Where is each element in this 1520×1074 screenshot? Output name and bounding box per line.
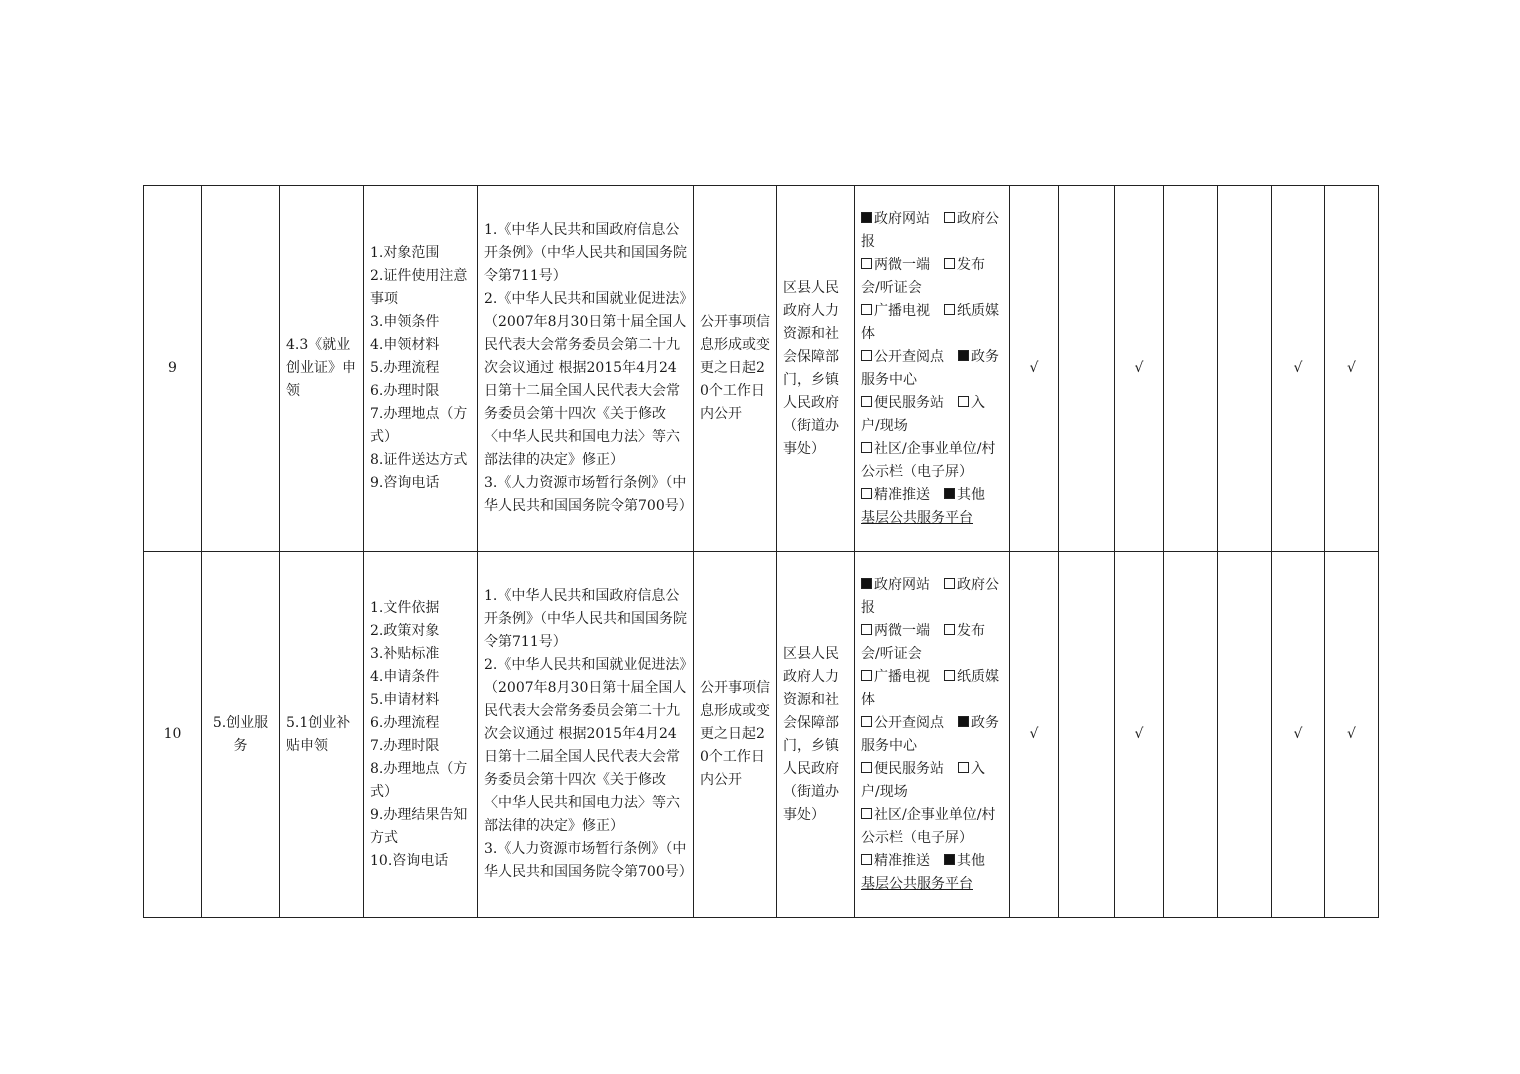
content-cell	[364, 552, 478, 918]
checkbox-icon	[944, 212, 955, 223]
channel-gov-website	[861, 211, 930, 227]
channel-label: 精准推送	[874, 852, 930, 869]
content-line: 6.办理流程	[370, 714, 440, 731]
channel-label: 广播电视	[874, 302, 930, 319]
check-cell	[1164, 552, 1218, 918]
channel-label: 两微一端	[874, 256, 930, 273]
category-text: 5.创业服务	[212, 714, 269, 754]
check-cell	[1059, 552, 1115, 918]
check-cell	[1272, 552, 1325, 918]
check-mark: √	[1293, 360, 1303, 376]
table-row	[144, 552, 1379, 918]
basis-line: 3.《人力资源市场暂行条例》（中华人民共和国国务院令第700号）	[484, 475, 693, 514]
content-line: 10.咨询电话	[370, 852, 449, 869]
channel-gov-website	[861, 577, 930, 593]
checkbox-icon	[861, 624, 872, 635]
checkbox-icon	[944, 854, 955, 865]
channel-label: 两微一端	[874, 622, 930, 639]
basis-line: 2.《中华人民共和国就业促进法》（2007年8月30日第十届全国人民代表大会常务委员会第二十九次会议通过 根据2015年4月24日第十二届全国人民代表大会常务委员会第十四次《关于修改〈中华人民共和国电力法〉等六部法律的决定》修正）	[484, 291, 687, 468]
checkbox-icon	[861, 258, 872, 269]
item-text: 5.1创业补贴申领	[286, 714, 351, 754]
checkbox-icon	[861, 578, 872, 589]
checkbox-icon	[944, 578, 955, 589]
checkbox-icon	[944, 258, 955, 269]
content-line: 8.办理地点（方式）	[370, 760, 468, 800]
channel-label: 精准推送	[874, 486, 930, 503]
channel-convenience	[861, 761, 944, 777]
channel-other-value: 基层公共服务平台	[861, 875, 973, 892]
row-number-text: 9	[168, 360, 177, 376]
content-line: 2.政策对象	[370, 622, 440, 639]
check-cell	[1010, 186, 1059, 552]
timeframe-text: 公开事项信息形成或变更之日起20个工作日内公开	[700, 314, 770, 422]
channel-other	[944, 853, 985, 869]
content-line: 3.补贴标准	[370, 645, 440, 662]
channel-label: 便民服务站	[874, 394, 944, 411]
channel-label: 便民服务站	[874, 760, 944, 777]
checkbox-icon	[944, 304, 955, 315]
basis-line: 3.《人力资源市场暂行条例》（中华人民共和国国务院令第700号）	[484, 841, 693, 880]
content-line: 2.证件使用注意事项	[370, 268, 468, 307]
channel-label: 政府网站	[874, 576, 930, 593]
disclosure-table	[143, 185, 1379, 918]
channel-label: 公开查阅点	[874, 714, 944, 731]
channel-convenience	[861, 395, 944, 411]
checkbox-icon	[958, 716, 969, 727]
channel-label: 入户/现场	[861, 394, 985, 434]
channel-precise	[861, 487, 930, 503]
channel-label: 社区/企事业单位/村公示栏（电子屏）	[861, 440, 996, 480]
timeframe-text: 公开事项信息形成或变更之日起20个工作日内公开	[700, 680, 770, 788]
channels-cell	[855, 186, 1010, 552]
basis-cell	[478, 552, 694, 918]
check-cell	[1325, 186, 1379, 552]
subject-cell	[777, 186, 855, 552]
table-row	[144, 186, 1379, 552]
checkbox-icon	[958, 396, 969, 407]
checkbox-icon	[861, 396, 872, 407]
checkbox-icon	[861, 762, 872, 773]
check-mark: √	[1134, 360, 1144, 376]
checkbox-icon	[861, 670, 872, 681]
channel-label: 广播电视	[874, 668, 930, 685]
channel-broadcast	[861, 669, 930, 685]
checkbox-icon	[958, 762, 969, 773]
row-number-text: 10	[163, 726, 182, 742]
check-cell	[1218, 552, 1272, 918]
channels-cell	[855, 552, 1010, 918]
channel-label: 发布会/听证会	[861, 622, 985, 662]
check-mark: √	[1029, 360, 1039, 376]
channel-bulletin	[861, 807, 995, 846]
category-cell	[202, 552, 280, 918]
check-cell	[1115, 186, 1164, 552]
content-line: 8.证件送达方式	[370, 452, 468, 468]
content-line: 9.办理结果告知方式	[370, 806, 468, 846]
content-line: 5.申请材料	[370, 691, 440, 708]
check-cell	[1059, 186, 1115, 552]
checkbox-icon	[861, 854, 872, 865]
channel-label: 其他	[957, 852, 985, 869]
channel-label: 政府公报	[861, 210, 999, 250]
subject-text: 区县人民政府人力资源和社会保障部门，乡镇人民政府（街道办事处）	[783, 645, 839, 823]
channel-reading	[861, 715, 944, 731]
content-line: 9.咨询电话	[370, 475, 440, 491]
category-cell	[202, 186, 280, 552]
checkbox-icon	[861, 442, 872, 453]
channel-label: 政务服务中心	[861, 714, 999, 754]
content-line: 1.对象范围	[370, 245, 440, 261]
checkbox-icon	[861, 350, 872, 361]
check-cell	[1218, 186, 1272, 552]
channel-other	[944, 487, 985, 503]
content-line: 5.办理流程	[370, 360, 440, 376]
check-cell	[1164, 186, 1218, 552]
channel-label: 政府公报	[861, 576, 999, 616]
subject-text: 区县人民政府人力资源和社会保障部门，乡镇人民政府（街道办事处）	[783, 279, 839, 457]
subject-cell	[777, 552, 855, 918]
content-line: 6.办理时限	[370, 383, 440, 399]
check-mark: √	[1347, 726, 1356, 742]
item-cell	[280, 552, 364, 918]
checkbox-icon	[861, 488, 872, 499]
channel-two-wei	[861, 257, 930, 273]
check-mark: √	[1029, 726, 1039, 742]
check-cell	[1115, 552, 1164, 918]
basis-cell	[478, 186, 694, 552]
checkbox-icon	[861, 716, 872, 727]
check-mark: √	[1134, 726, 1144, 742]
channel-label: 发布会/听证会	[861, 256, 985, 296]
checkbox-icon	[944, 670, 955, 681]
item-cell	[280, 186, 364, 552]
channel-label: 政府网站	[874, 210, 930, 227]
check-cell	[1325, 552, 1379, 918]
channel-label: 入户/现场	[861, 760, 985, 800]
check-mark: √	[1347, 360, 1356, 376]
channel-label: 其他	[957, 486, 985, 503]
checkbox-icon	[944, 488, 955, 499]
channel-broadcast	[861, 303, 930, 319]
channel-two-wei	[861, 623, 930, 639]
channel-precise	[861, 853, 930, 869]
channel-reading	[861, 349, 944, 365]
item-text: 4.3《就业创业证》申领	[286, 337, 356, 399]
content-line: 4.申领材料	[370, 337, 440, 353]
channel-bulletin	[861, 441, 995, 480]
check-mark: √	[1293, 726, 1303, 742]
basis-line: 2.《中华人民共和国就业促进法》（2007年8月30日第十届全国人民代表大会常务委员会第二十九次会议通过 根据2015年4月24日第十二届全国人民代表大会常务委员会第十四次《关于修改〈中华人民共和国电力法〉等六部法律的决定》修正）	[484, 657, 687, 834]
content-line: 7.办理时限	[370, 737, 440, 754]
channel-label: 公开查阅点	[874, 348, 944, 365]
timeframe-cell	[694, 186, 777, 552]
content-line: 1.文件依据	[370, 599, 440, 616]
checkbox-icon	[861, 808, 872, 819]
timeframe-cell	[694, 552, 777, 918]
checkbox-icon	[958, 350, 969, 361]
content-line: 7.办理地点（方式）	[370, 406, 468, 445]
basis-line: 1.《中华人民共和国政府信息公开条例》（中华人民共和国国务院令第711号）	[484, 588, 687, 650]
row-number	[144, 552, 202, 918]
check-cell	[1272, 186, 1325, 552]
check-cell	[1010, 552, 1059, 918]
content-line: 4.申请条件	[370, 668, 440, 685]
checkbox-icon	[861, 212, 872, 223]
channel-label: 政务服务中心	[861, 348, 999, 388]
content-cell	[364, 186, 478, 552]
channel-label: 纸质媒体	[861, 668, 999, 708]
checkbox-icon	[944, 624, 955, 635]
channel-label: 纸质媒体	[861, 302, 999, 342]
content-line: 3.申领条件	[370, 314, 440, 330]
checkbox-icon	[861, 304, 872, 315]
basis-line: 1.《中华人民共和国政府信息公开条例》（中华人民共和国国务院令第711号）	[484, 222, 687, 284]
channel-label: 社区/企事业单位/村公示栏（电子屏）	[861, 806, 996, 846]
row-number	[144, 186, 202, 552]
channel-other-value: 基层公共服务平台	[861, 509, 973, 526]
